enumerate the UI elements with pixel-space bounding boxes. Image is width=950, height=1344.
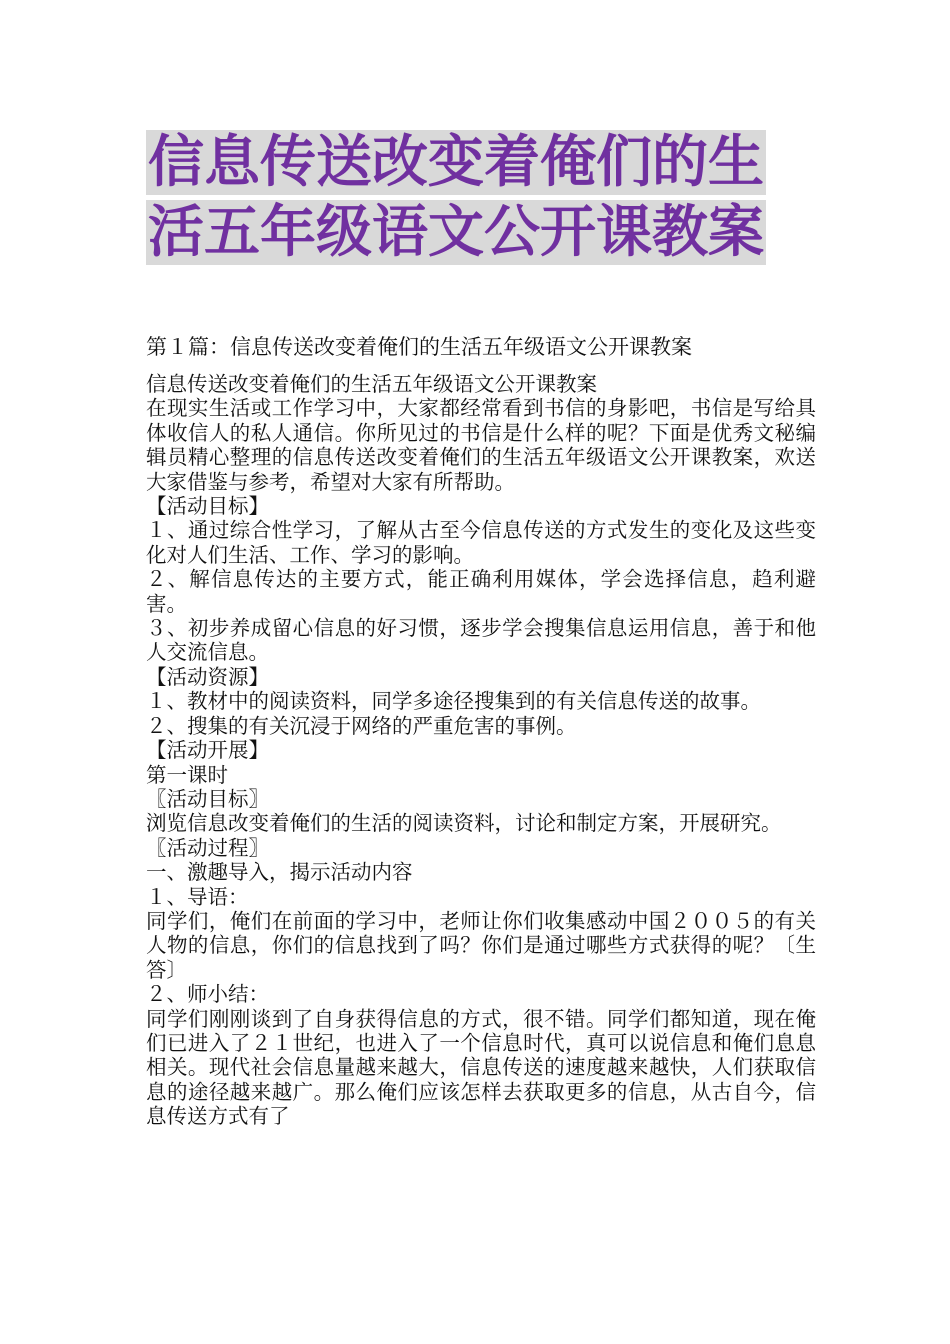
section-heading: 第１篇：信息传送改变着俺们的生活五年级语文公开课教案: [146, 335, 692, 359]
document-title: [146, 128, 816, 268]
paragraph-goal-2: ２、解信息传达的主要方式，能正确利用媒体，学会选择信息，趋利避害。: [146, 567, 816, 616]
document-body: [146, 372, 816, 1129]
paragraph-summary-text: 同学们刚刚谈到了自身获得信息的方式，很不错。同学们都知道，现在俺们已进入了２１世纪，也进入了一个信息时代，真可以说信息和俺们息息相关。现代社会信息量越来越大，信息传送的速度越来越快，人们获取信息的途径越来越广。那么俺们应该怎样去获取更多的信息，从古自今，信息传送方式有了: [146, 1006, 816, 1129]
paragraph-intro-label: １、导语：: [146, 884, 249, 909]
paragraph-lesson-process-heading: 〖活动过程〗: [146, 835, 269, 860]
paragraph-activity-resources-heading: 【活动资源】: [146, 664, 269, 689]
paragraph-summary-label: ２、师小结：: [146, 982, 269, 1007]
paragraph-subtitle: 信息传送改变着俺们的生活五年级语文公开课教案: [146, 372, 597, 396]
paragraph-activity-goals-heading: 【活动目标】: [146, 494, 269, 519]
paragraph-first-lesson: 第一课时: [146, 762, 228, 787]
paragraph-goal-3: ３、初步养成留心信息的好习惯，逐步学会搜集信息运用信息，善于和他人交流信息。: [146, 616, 816, 665]
paragraph-intro: 在现实生活或工作学习中，大家都经常看到书信的身影吧，书信是写给具体收信人的私人通信。你所见过的书信是什么样的呢？下面是优秀文秘编辑员精心整理的信息传送改变着俺们的生活五年级语文公开课教案，欢送大家借鉴与参考，希望对大家有所帮助。: [146, 396, 816, 494]
paragraph-intro-text: 同学们，俺们在前面的学习中，老师让你们收集感动中国２００５的有关人物的信息，你们的信息找到了吗？你们是通过哪些方式获得的呢？〔生答〕: [146, 908, 816, 982]
paragraph-activity-development-heading: 【活动开展】: [146, 738, 269, 763]
paragraph-goal-1: １、通过综合性学习，了解从古至今信息传送的方式发生的变化及这些变化对人们生活、工作、学习的影响。: [146, 518, 816, 567]
paragraph-lesson-goals: 浏览信息改变着俺们的生活的阅读资料，讨论和制定方案，开展研究。: [146, 811, 782, 836]
paragraph-resource-2: ２、搜集的有关沉浸于网络的严重危害的事例。: [146, 713, 577, 738]
document-title-text: 信息传送改变着俺们的生活五年级语文公开课教案: [148, 130, 764, 265]
paragraph-resource-1: １、教材中的阅读资料，同学多途径搜集到的有关信息传送的故事。: [146, 689, 761, 714]
paragraph-lesson-goals-heading: 〖活动目标〗: [146, 786, 269, 811]
paragraph-step-1-heading: 一、激趣导入，揭示活动内容: [146, 860, 413, 885]
